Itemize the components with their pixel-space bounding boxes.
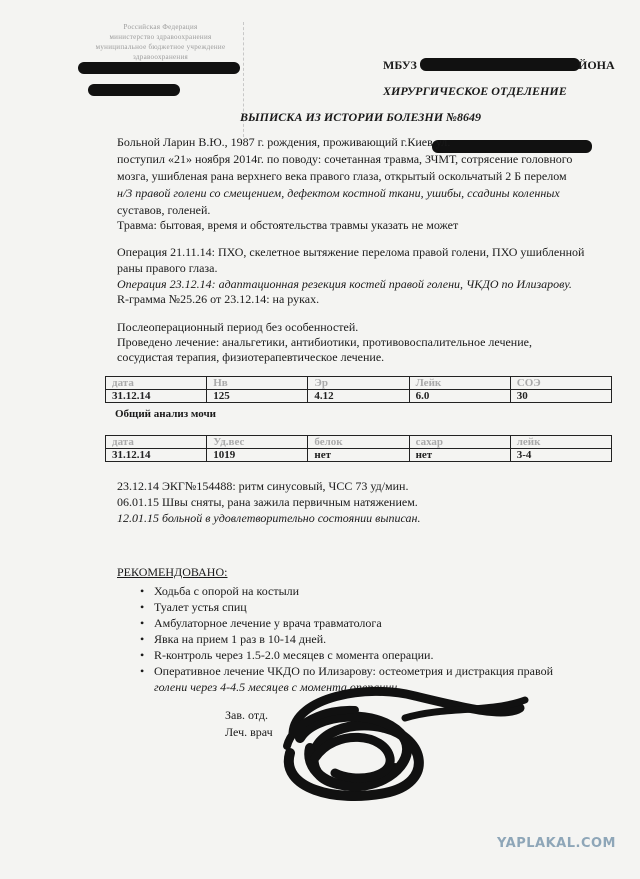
- patient-line: мозга, ушибленая рана верхнего века правого глаза, открытый оскольчатый 2 Б перелом: [117, 169, 567, 183]
- recommendation-text: Явка на прием 1 раз в 10-14 дней.: [154, 632, 327, 646]
- table-header-row: [106, 377, 612, 390]
- blood-test-table: [105, 376, 612, 403]
- table-cell: нет: [308, 449, 409, 462]
- stamp-line: Российская Федерация: [123, 23, 198, 31]
- patient-line: поступил «21» ноября 2014г. по поводу: сочетанная травма, ЗЧМТ, сотрясение головного: [117, 152, 573, 166]
- table-header-cell: лейк: [510, 436, 611, 449]
- stamp-line: здравоохранения: [132, 53, 189, 61]
- table-cell: 31.12.14: [106, 390, 207, 403]
- table-header-cell: Лейк: [409, 377, 510, 390]
- table-cell: нет: [409, 449, 510, 462]
- list-item: [118, 648, 553, 663]
- table-cell: 125: [207, 390, 308, 403]
- redaction-stamp-1: [78, 62, 240, 74]
- trauma-line: Травма: бытовая, время и обстоятельства травмы указать не может: [117, 218, 459, 232]
- org-prefix: МБУЗ: [383, 58, 417, 72]
- table-cell: 31.12.14: [106, 449, 207, 462]
- head-of-dept-label: Зав. отд.: [225, 708, 269, 722]
- header-organization: [383, 58, 615, 73]
- table-header-cell: Уд.вес: [207, 436, 308, 449]
- table-header-cell: СОЭ: [510, 377, 611, 390]
- redaction-scribble: [275, 678, 535, 808]
- table-header-cell: Нв: [207, 377, 308, 390]
- stamp-line: министерство здравоохранения: [109, 33, 212, 41]
- recommendation-text: R-контроль через 1.5-2.0 месяцев с момента операции.: [154, 648, 434, 662]
- table-cell: 3-4: [510, 449, 611, 462]
- table-cell: 6.0: [409, 390, 510, 403]
- attending-doctor-label: Леч. врач: [225, 725, 273, 739]
- hospital-stamp: [78, 22, 244, 137]
- table-header-row: [106, 436, 612, 449]
- table-row: [106, 449, 612, 462]
- header-department: ХИРУРГИЧЕСКОЕ ОТДЕЛЕНИЕ: [383, 84, 567, 98]
- bullet-icon: •: [140, 648, 145, 662]
- postop-line: Проведено лечение: анальгетики, антибиотики, противовоспалительное лечение,: [117, 335, 532, 349]
- bullet-icon: •: [140, 632, 145, 646]
- redaction-org-name: [420, 58, 580, 71]
- patient-line: Больной Ларин В.Ю., 1987 г. рождения, проживающий г.Киев ул.: [117, 135, 451, 149]
- table-row: [106, 390, 612, 403]
- table-cell: 1019: [207, 449, 308, 462]
- org-suffix: ЙОНА: [578, 58, 615, 72]
- recommendation-text: Туалет устья спиц: [154, 600, 247, 614]
- operation-line: раны правого глаза.: [117, 261, 218, 275]
- table-header-cell: дата: [106, 377, 207, 390]
- discharge-line: 12.01.15 больной в удовлетворительно состоянии выписан.: [117, 511, 421, 525]
- bullet-icon: •: [140, 584, 145, 598]
- table-header-cell: сахар: [409, 436, 510, 449]
- recommendation-text: Оперативное лечение ЧКДО по Илизарову: остеометрия и дистракция правой: [154, 664, 554, 678]
- recommendation-text: голени через 4-4.5 месяцев с момента операции: [154, 680, 398, 694]
- xray-line: R-грамма №25.26 от 23.12.14: на руках.: [117, 292, 320, 306]
- table-header-cell: Эр: [308, 377, 409, 390]
- document-title: ВЫПИСКА ИЗ ИСТОРИИ БОЛЕЗНИ №8649: [240, 110, 482, 124]
- list-item: [118, 584, 553, 599]
- table-header-cell: дата: [106, 436, 207, 449]
- list-item: [118, 632, 553, 647]
- list-item: [118, 616, 553, 631]
- urine-analysis-title: Общий анализ мочи: [115, 408, 216, 420]
- sutures-line: 06.01.15 Швы сняты, рана зажила первичным натяжением.: [117, 495, 418, 509]
- patient-line: н/3 правой голени со смещением, дефектом костной ткани, ушибы, ссадины коленных: [117, 186, 560, 200]
- redaction-stamp-2: [88, 84, 180, 96]
- table-cell: 30: [510, 390, 611, 403]
- bullet-icon: •: [140, 664, 145, 678]
- site-watermark: YAPLAKAL.COM: [497, 836, 616, 851]
- postop-line: Послеоперационный период без особенностей.: [117, 320, 359, 334]
- table-header-cell: белок: [308, 436, 409, 449]
- recommendation-text: Амбулаторное лечение у врача травматолога: [154, 616, 382, 630]
- ecg-line: 23.12.14 ЭКГ№154488: ритм синусовый, ЧСС 73 уд/мин.: [117, 479, 409, 493]
- operation-line: Операция 21.11.14: ПХО, скелетное вытяжение перелома правой голени, ПХО ушибленной: [117, 245, 585, 259]
- bullet-icon: •: [140, 600, 145, 614]
- stamp-line: муниципальное бюджетное учреждение: [95, 43, 226, 51]
- recommendation-text: Ходьба с опорой на костыли: [154, 584, 300, 598]
- patient-line: суставов, голеней.: [117, 203, 211, 217]
- urine-test-table: [105, 435, 612, 462]
- bullet-icon: •: [140, 616, 145, 630]
- operation-line: Операция 23.12.14: адаптационная резекция костей правой голени, ЧКДО по Илизарову.: [117, 277, 572, 291]
- list-item: [118, 664, 553, 679]
- postop-line: сосудистая терапия, физиотерапевтическое лечение.: [117, 350, 385, 364]
- recommended-title: РЕКОМЕНДОВАНО:: [117, 565, 228, 579]
- list-item: [118, 600, 553, 615]
- table-cell: 4.12: [308, 390, 409, 403]
